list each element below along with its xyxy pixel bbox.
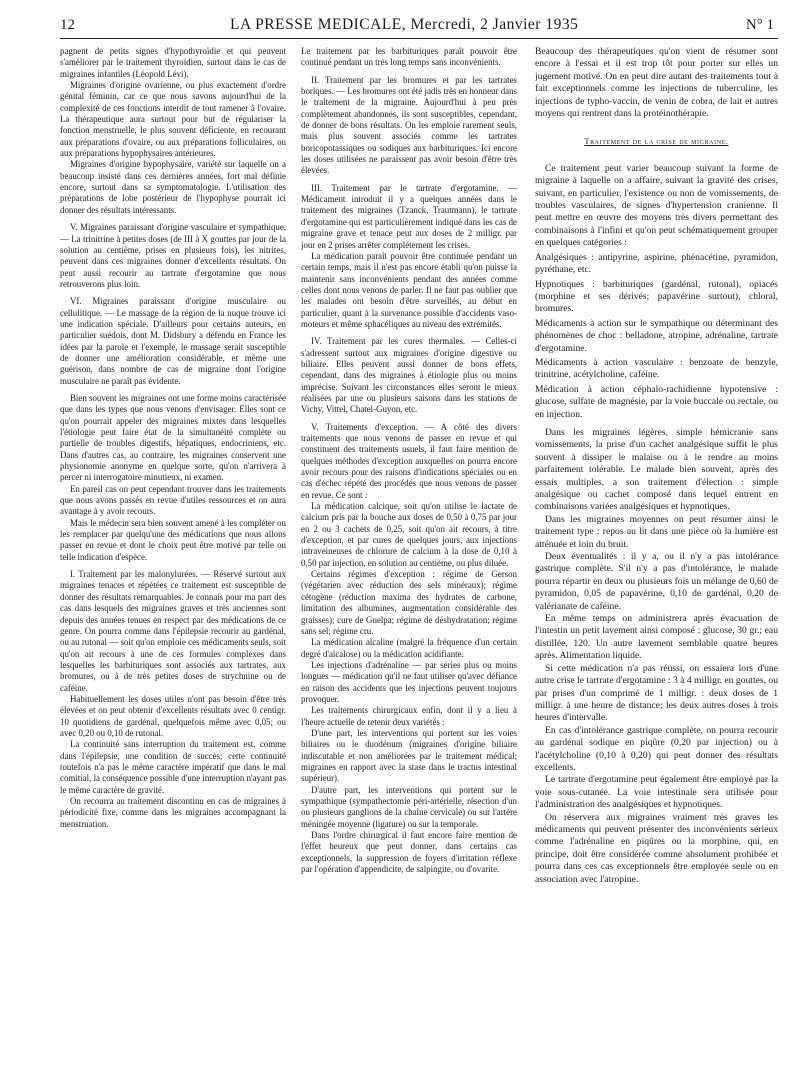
list-item: Analgésiques : antipyrine, aspirine, phénacétine, pyramidon, pyréthane, etc. (535, 251, 778, 276)
paragraph: V. Traitements d'exception. — A côté des divers traitements que nous venons de passer en revue et qui constituent des traitements usuels, il faut faire mention de quelques méthodes d'exception auxquelles on pourra encore avoir recours pour des raisons d'indications spéciales ou en cas d'échec répété des procédés que nous venons de passer en revue. Ce sont : (301, 421, 517, 500)
list-item: Médicaments à action vasculaire : benzoate de benzyle, trinitrine, acétylcholine, caféine. (535, 356, 778, 381)
paragraph: VI. Migraines paraissant d'origine musculaire ou cellulitique. — Le massage de la région de la nuque trouve ici une indication spéciale. D'ailleurs pour certains auteurs, en particulier suédois, dont M. Didsbury a défendu en France les idées par la parole et l'exemple, le massage serait susceptible de donner une amélioration considérable, et même une guérison, dans nombre de cas de migraine dont l'origine musculaire ne paraît pas évidente. (60, 296, 286, 386)
paragraph: pagnent de petits signes d'hypothyroïdie et qui peuvent s'améliorer par le traitement thyroïdien, surtout dans le cas de migraines infantiles (Léopold Lévi). (60, 46, 286, 79)
paragraph: Dans les migraines moyennes on peut résumer ainsi le traitement type : repos au lit dans une pièce où la lumière est atténuée et loin du bruit. (535, 513, 778, 550)
paragraph: Le traitement par les barbituriques paraît pouvoir être continué pendant un très long temps sans inconvénients. (301, 46, 517, 68)
paragraph: II. Traitement par les bromures et par les tartrates boriques. — Les bromures ont été jadis très en honneur dans le traitement de la migraine. Aujourd'hui à peu près complètement abandonnés, ils sont susceptibles, cependant, de donner de bons résultats. On les emploie rarement seuls, mais plus souvent associés comme les tartrates boricopotassiques ou sodiques aux barbituriques. Ici encore les doses utilisées ne paraissent pas avoir besoin d'être très élevées. (301, 74, 517, 176)
paragraph: La continuité sans interruption du traitement est, comme dans l'épilepsie, une condition de succès; cette continuité toutefois n'a pas le même caractère impératif que dans le mal comitial, la conséquence possible d'une interruption n'ayant pas le même caractère de gravité. (60, 739, 286, 795)
paragraph: En cas d'intolérance gastrique complète, on pourra recourir au gardénal sodique en piqûre (0,20 par injection) ou à l'acétylcholine (0,10 à 0,20) qui peut donner des résultats excellents. (535, 724, 778, 773)
paragraph: Deux éventualités : il y a, ou il n'y a pas intolérance gastrique complète. S'il n'y a pas d'intolérance, le malade pourra répartir en deux ou plusieurs fois un mélange de 0,60 de pyramidon, 0,05 de papavérine, 0,10 de gardénal, 0,20 de valérianate de caféine. (535, 551, 778, 612)
list-item: Hypnotiques : barbituriques (gardénal, rutonal), opiacés (morphine et ses dérivés; papavérine surtout), chloral, bromures. (535, 278, 778, 315)
paragraph: En même temps on administrera après évacuation de l'intestin un petit lavement ainsi composé : glucose, 30 gr.; eau distillée, 120. Un autre lavement semblable quatre heures après. Alimentation liquide. (535, 613, 778, 662)
paragraph: Habituellement les doses utiles n'ont pas besoin d'être très élevées et on peut obtenir d'excellents résultats avec 0 centigr. 10 quotidiens de gardénal, quelquefois même avec 0,05; ou avec 0,20 ou 0,10 de rutonal. (60, 693, 286, 738)
paragraph: La médication calcique, soit qu'on utilise le lactate de calcium pris par la bouche aux doses de 0,50 à 0,75 par jour en 2 ou 3 cachets de 0,25, soit qu'on ait recours, à titre d'exception, et par cures de quelques jours, aux injections intraveineuses de chlorure de calcium à la dose de 0,10 à 0,50 par injection, en solution au centième, ou plus diluée. (301, 501, 517, 568)
paragraph: D'autre part, les interventions qui portent sur le sympathique (sympathectomie péri-artérielle, résection d'un ou plusieurs ganglions de la chaîne cervicale) ou sur l'artère méningée moyenne (ligature) ou sur la temporale. (301, 784, 517, 829)
paragraph: IV. Traitement par les cures thermales. — Celles-ci s'adressent surtout aux migraines d'origine digestive ou biliaire. Elles peuvent aussi donner de bons effets, cependant, dans des migraines à étiologie plus ou moins imprécise. Suivant les circonstances elles seront le mieux réalisées par une ou plusieurs saisons dans les stations de Vichy, Vittel, Chatel-Guyon, etc. (301, 336, 517, 415)
list-item: Médication à action céphalo-rachidienne hypotensive : glucose, sulfate de magnésie, par la voie buccale ou rectale, ou en injection. (535, 383, 778, 420)
paragraph: Migraines d'origine ovarienne, ou plus exactement d'ordre génital féminin, car ce que nous savons aujourd'hui de la complexité de ces fonctions interdit de tout ramener à l'ovaire. La thérapeutique aura surtout pour but de régulariser la fonction menstruelle, le plus souvent déficiente, en recourant aux préparations d'ovaire, ou aux préparations folliculaires, ou aux préparations hypophysaires antérieures. (60, 80, 286, 159)
section-heading: Traitement de la crise de migraine. (584, 137, 729, 147)
journal-title: LA PRESSE MEDICALE, Mercredi, 2 Janvier 1935 (230, 16, 579, 33)
column-middle (301, 46, 517, 1076)
paragraph: La médication paraît pouvoir être continuée pendant un certain temps, mais il n'est pas encore établi qu'on puisse la maintenir sans inconvénients pendant des années comme celles dont nous venons de parler. Il ne faut pas oublier que les malades ont besoin d'être surveillés, au début en particulier, quant à la survenance possible d'accidents vaso-moteurs et même sphacéliques au niveau des extrémités. (301, 250, 517, 329)
page-header (60, 10, 778, 39)
issue-number: N° 1 (745, 17, 774, 33)
paragraph: Beaucoup des thérapeutiques qu'on vient de résumer sont encore à l'essai et il est trop tôt pour porter sur elles un jugement motivé. On en peut dire autant des traitements tout à fait exceptionnels comme les injections de tuberculine, les injections de typho-vaccin, de venin de cobra, de lait et autres moyens qui rentrent dans la protéinothérapie. (535, 46, 778, 120)
paragraph: La médication alcaline (malgré la fréquence d'un certain degré d'alcalose) ou la médication acidifiante. (301, 637, 517, 659)
paragraph: I. Traitement par les malonylurées. — Réservé surtout aux migraines tenaces et répétées ce traitement est susceptible de donner des résultats remarquables. Je connais pour ma part des cas dans lesquels des migraines graves et très anciennes sont depuis des années tenues en respect par des médications de ce genre. On pourra comme dans l'épilepsie recourir au gardénal, ou au rutonal — soit qu'on emploie ces médicaments seuls, soit qu'on ait recours à une de ces formules complexes dans lesquelles les barbituriques sont associés aux tartrates, aux bromures, ou à de très petites doses de strychnine ou de caféine. (60, 569, 286, 693)
paragraph: Migraines d'origine hypophysaire, variété sur laquelle on a beaucoup insisté dans ces dernières années, fort mal définie encore, surtout dans sa symptomatologie. L'utilisation des préparations de lobe postérieur de l'hypophyse pourrait ici donner des résultats intéressants. (60, 159, 286, 215)
paragraph: Dans les migraines légères, simple hémicranie sans vomissements, la prise d'un cachet analgésique suffit le plus souvent à dissiper le malaise ou à le rendre au moins parfaitement tolérable. Le malade bien souvent, après des essais multiples, a son traitement d'élection : simple analgésique ou cachet composé dans lequel entrent en combinaisons variées analgésiques et hypnotiques. (535, 426, 778, 513)
paragraph: On réservera aux migraines vraiment très graves les médicaments qui peuvent présenter des inconvénients sérieux comme l'adrénaline en piqûres ou la morphine, qui, en principe, doit être considérée comme absolument prohibée et pourra dans ces cas exceptionnels être employée seule ou en association avec l'atropine. (535, 811, 778, 885)
paragraph: Dans l'ordre chirurgical il faut encore faire mention de l'effet heureux que peut donner, dans certains cas exceptionnels, la suppression de foyers d'irritation réflexe par l'opération d'appendicite, de salpingite, ou d'ovarite. (301, 830, 517, 875)
paragraph: Ce traitement peut varier beaucoup suivant la forme de migraine à laquelle on a affaire, suivant la gravité des crises, suivant, en particulier, l'existence ou non de vomissements, de troubles vasculaires, de signes d'hypertension cranienne. Il peut mettre en œuvre des moyens très divers permettant des combinaisons à l'infini et qu'on peut schématiquement grouper en quelques catégories : (535, 162, 778, 249)
paragraph: Bien souvent les migraines ont une forme moins caractérisée que dans les types que nous venons d'envisager. Elles sont ce qu'on pourrait appeler des migraines mixtes dans lesquelles l'étiologie peut faire état de la simultanéité complète ou partielle de troubles digestifs, hépatiques, endocriniens, etc. Dans d'autres cas, au contraire, les migraines conservent une physionomie anonyme en quelque sorte, qu'on n'arrivera à percer ni interrogatoire minutieux, ni examen. (60, 392, 286, 483)
paragraph: On recourra au traitement discontinu en cas de migraines à périodicité fixe, comme dans les migraines accompagnant la menstruation. (60, 796, 286, 829)
paragraph: Le tartrate d'ergotamine peut également être employé par la voie sous-cutanée. La voie intestinale sera utilisée pour l'administration des analgésiques et hypnotiques. (535, 774, 778, 811)
paragraph: Si cette médication n'a pas réussi, on essaiera lors d'une autre crise le tartrate d'ergotamine : 3 à 4 milligr. en gouttes, ou par prises d'un comprimé de 1 milligr. : deux doses de 1 milligr. à une heure de distance; les deux autres doses à trois heures d'intervalle. (535, 662, 778, 724)
list-item: Médicaments à action sur le sympathique ou déterminant des phénomènes de choc : belladone, atropine, adrénaline, tartrate d'ergotamine. (535, 317, 778, 354)
paragraph: III. Traitement par le tartrate d'ergotamine. — Médicament introduit il y a quelques années dans le traitement des migraines (Tzanck, Trautmann), le tartrate d'ergotamine qui est particulièrement indiqué dans les cas de migraine grave et tenace peut aux doses de 2 milligr. par jour en 2 prises arrêter complètement les crises. (301, 182, 517, 250)
page-number: 12 (60, 17, 75, 33)
paragraph: Mais le médecin sera bien souvent amené à les compléter ou les remplacer par quelqu'une des médications que nous allons passer en revue et dont le choix peut être motivé par telle ou telle indication d'espèce. (60, 517, 286, 562)
column-right (535, 46, 778, 1076)
paragraph: Les injections d'adrénaline — par séries plus ou moins longues — médication qu'il ne faut utiliser qu'avec défiance en raison des accidents que les injections peuvent toujours provoquer. (301, 659, 517, 704)
paragraph: V. Migraines paraissant d'origine vasculaire et sympathique. — La trinitrine à petites doses (de III à X gouttes par jour de la solution au centième, prises en plusieurs fois), les nitrites, peuvent dans ces migraines donner d'excellents résultats. On peut aussi recourir au tartrate d'ergotamine que nous retrouverons plus loin. (60, 222, 286, 289)
paragraph: En pareil cas on peut cependant trouver dans les traitements que nous avons passés en revue d'utiles ressources et on aura avantage à y avoir recours. (60, 483, 286, 517)
paragraph: Certains régimes d'exception : régime de Gerson (végétarien avec réduction des sels minéraux); régime cétogène (réduction maxima des hydrates de carbone, limitation des albumines, augmentation considérable des graisses); cure de Guelpa; régime de déshydratation; régime sans sel; régime cru. (301, 569, 517, 636)
column-left (60, 46, 286, 1076)
paragraph: D'une part, les interventions qui portent sur les voies biliaires ou le duodénum (migraines d'origine biliaire indiscutable et non améliorées par le traitement médical; migraines en rapport avec la stase dans le tractus intestinal supérieur). (301, 727, 517, 784)
paragraph: Les traitements chirurgicaux enfin, dont il y a lieu à l'heure actuelle de retenir deux variétés : (301, 705, 517, 727)
